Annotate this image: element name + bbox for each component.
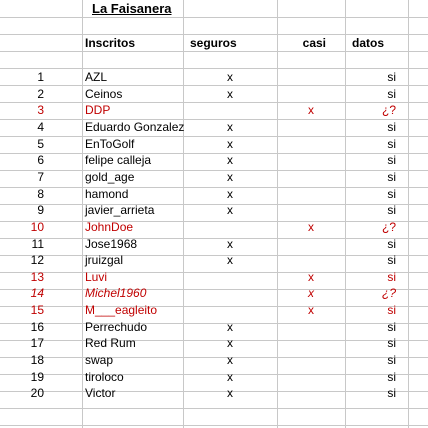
datos-value[interactable]: ¿?: [381, 103, 396, 117]
casi-mark[interactable]: x: [308, 303, 314, 317]
datos-value[interactable]: si: [387, 203, 396, 217]
row-number[interactable]: 12: [30, 253, 44, 267]
grid-line: [0, 425, 428, 426]
participant-name[interactable]: M___eagleito: [85, 303, 158, 317]
header-datos[interactable]: datos: [352, 36, 385, 50]
participant-name[interactable]: AZL: [85, 70, 108, 84]
row-number[interactable]: 7: [37, 170, 44, 184]
row-number[interactable]: 13: [30, 270, 44, 284]
casi-mark[interactable]: [278, 186, 344, 202]
datos-value[interactable]: si: [387, 153, 396, 167]
casi-mark[interactable]: [278, 369, 344, 385]
datos-value[interactable]: si: [387, 386, 396, 400]
casi-mark[interactable]: [278, 252, 344, 268]
seguros-mark[interactable]: x: [227, 120, 233, 134]
row-number[interactable]: 20: [30, 386, 44, 400]
seguros-mark[interactable]: x: [227, 187, 233, 201]
participant-name[interactable]: Ceinos: [85, 87, 123, 101]
casi-mark[interactable]: [278, 385, 344, 401]
seguros-mark[interactable]: [184, 285, 276, 301]
row-number[interactable]: 18: [30, 353, 44, 367]
casi-mark[interactable]: [278, 119, 344, 135]
seguros-mark[interactable]: x: [227, 170, 233, 184]
header-casi[interactable]: casi: [302, 36, 326, 50]
seguros-mark[interactable]: x: [227, 353, 233, 367]
seguros-mark[interactable]: x: [227, 87, 233, 101]
datos-value[interactable]: si: [387, 336, 396, 350]
seguros-mark[interactable]: [184, 302, 276, 318]
row-number[interactable]: 11: [31, 237, 44, 251]
participant-name[interactable]: Jose1968: [85, 237, 138, 251]
datos-value[interactable]: si: [387, 187, 396, 201]
casi-mark[interactable]: x: [308, 270, 314, 284]
grid-line: [0, 17, 428, 18]
datos-value[interactable]: si: [387, 270, 396, 284]
datos-value[interactable]: si: [387, 370, 396, 384]
seguros-mark[interactable]: x: [227, 153, 233, 167]
row-number[interactable]: 19: [30, 370, 44, 384]
casi-mark[interactable]: [278, 335, 344, 351]
row-number[interactable]: 17: [30, 336, 44, 350]
grid-line: [0, 408, 428, 409]
datos-value[interactable]: si: [387, 237, 396, 251]
participant-name[interactable]: JohnDoe: [85, 220, 134, 234]
participant-name[interactable]: hamond: [85, 187, 129, 201]
participant-name[interactable]: Red Rum: [85, 336, 136, 350]
casi-mark[interactable]: [278, 152, 344, 168]
datos-value[interactable]: si: [387, 70, 396, 84]
casi-mark[interactable]: x: [308, 103, 314, 117]
row-number[interactable]: 16: [30, 320, 44, 334]
datos-value[interactable]: si: [387, 353, 396, 367]
datos-value[interactable]: si: [387, 170, 396, 184]
seguros-mark[interactable]: x: [227, 320, 233, 334]
participant-name[interactable]: Victor: [85, 386, 116, 400]
participant-name[interactable]: Perrechudo: [85, 320, 148, 334]
seguros-mark[interactable]: x: [227, 237, 233, 251]
seguros-mark[interactable]: x: [227, 70, 233, 84]
datos-value[interactable]: si: [387, 87, 396, 101]
datos-value[interactable]: si: [387, 303, 396, 317]
casi-mark[interactable]: [278, 69, 344, 85]
datos-value[interactable]: ¿?: [381, 286, 396, 300]
casi-mark[interactable]: [278, 319, 344, 335]
participant-name[interactable]: Luvi: [85, 270, 108, 284]
casi-mark[interactable]: [278, 202, 344, 218]
row-number[interactable]: 3: [37, 103, 44, 117]
seguros-mark[interactable]: x: [227, 336, 233, 350]
casi-mark[interactable]: [278, 136, 344, 152]
participant-name[interactable]: Eduardo Gonzalez: [85, 120, 185, 134]
row-number[interactable]: 9: [37, 203, 44, 217]
casi-mark[interactable]: [278, 236, 344, 252]
casi-mark[interactable]: [278, 86, 344, 102]
seguros-mark[interactable]: x: [227, 203, 233, 217]
row-number[interactable]: 10: [30, 220, 44, 234]
row-number[interactable]: 2: [37, 87, 44, 101]
header-inscritos[interactable]: Inscritos: [85, 36, 136, 50]
participant-name[interactable]: gold_age: [85, 170, 135, 184]
casi-mark[interactable]: x: [308, 286, 314, 300]
seguros-mark[interactable]: [184, 269, 276, 285]
seguros-mark[interactable]: [184, 102, 276, 118]
row-number[interactable]: 1: [37, 70, 44, 84]
seguros-mark[interactable]: [184, 219, 276, 235]
participant-name[interactable]: DDP: [85, 103, 111, 117]
seguros-mark[interactable]: x: [227, 386, 233, 400]
casi-mark[interactable]: x: [308, 220, 314, 234]
seguros-mark[interactable]: x: [227, 370, 233, 384]
row-number[interactable]: 5: [37, 137, 44, 151]
row-number[interactable]: 6: [37, 153, 44, 167]
participant-name[interactable]: swap: [85, 353, 114, 367]
row-number[interactable]: 4: [37, 120, 44, 134]
participant-name[interactable]: tiroloco: [85, 370, 124, 384]
sheet-title[interactable]: La Faisanera: [92, 1, 172, 16]
grid-line: [408, 0, 409, 428]
participant-name[interactable]: jruizgal: [85, 253, 124, 267]
datos-value[interactable]: si: [387, 120, 396, 134]
row-number[interactable]: 8: [37, 187, 44, 201]
participant-name[interactable]: felipe calleja: [85, 153, 152, 167]
grid-line: [0, 51, 428, 52]
row-number[interactable]: 14: [30, 286, 44, 300]
datos-value[interactable]: si: [387, 253, 396, 267]
row-number[interactable]: 15: [30, 303, 44, 317]
header-seguros[interactable]: seguros: [190, 36, 237, 50]
seguros-mark[interactable]: x: [227, 253, 233, 267]
participant-name[interactable]: javier_arrieta: [85, 203, 155, 217]
datos-value[interactable]: ¿?: [381, 220, 396, 234]
casi-mark[interactable]: [278, 169, 344, 185]
participant-name[interactable]: EnToGolf: [85, 137, 135, 151]
seguros-mark[interactable]: x: [227, 137, 233, 151]
casi-mark[interactable]: [278, 352, 344, 368]
participant-name[interactable]: Michel1960: [85, 286, 147, 300]
datos-value[interactable]: si: [387, 137, 396, 151]
datos-value[interactable]: si: [387, 320, 396, 334]
